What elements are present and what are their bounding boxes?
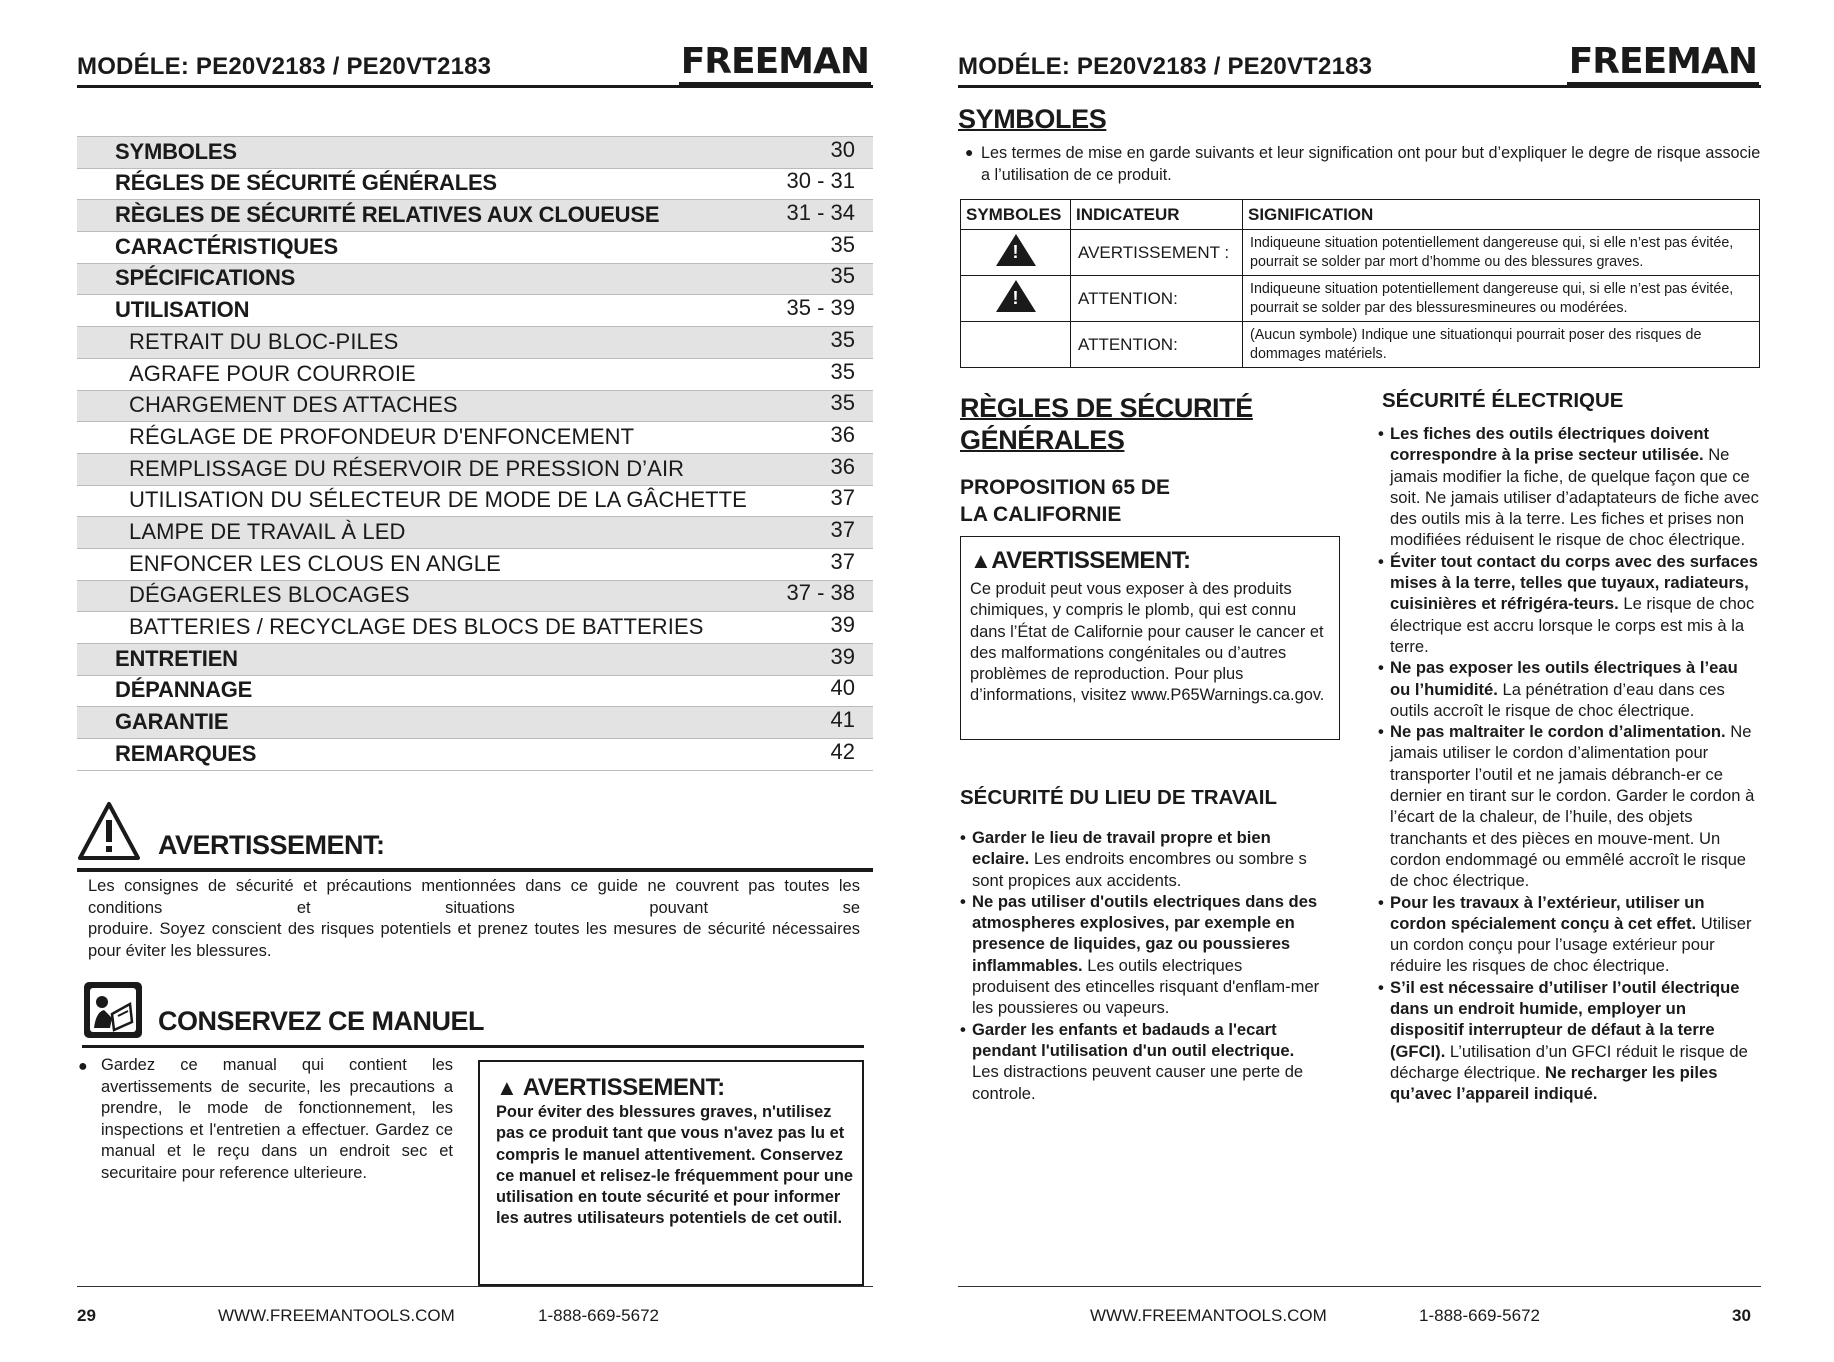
item-text: Le risque de choc électrique est accru lorsque le corps est mis à la terre. (1390, 594, 1755, 656)
toc-label: BATTERIES / RECYCLAGE DES BLOCS DE BATTERIES (129, 614, 704, 639)
prop65-box-title-row (970, 547, 1190, 575)
toc-row[interactable] (77, 739, 873, 771)
divider (82, 1045, 864, 1048)
list-item (1378, 657, 1762, 721)
toc-page: 30 (830, 136, 855, 162)
list-item (1378, 551, 1762, 657)
phone-number: 1-888-669-5672 (1419, 1306, 1540, 1325)
lieu-list (960, 827, 1320, 1104)
lieu-title: SÉCURITÉ DU LIEU DE TRAVAIL (960, 786, 1277, 809)
page-number: 29 (77, 1306, 96, 1325)
warning-title: AVERTISSEMENT: (158, 830, 385, 860)
regles-title-line1: RÈGLES DE SÉCURITÉ (960, 393, 1253, 423)
toc-page: 35 (830, 263, 855, 289)
list-item (1378, 423, 1762, 551)
symboles-intro: Les termes de mise en garde suivants et leur signification ont pour but d’expliquer le degre de risque associe a l’utilisation de ce produit. (981, 144, 1761, 184)
bullet-icon: ● (78, 1058, 88, 1075)
item-text: L’utilisation d’un GFCI réduit le risque de décharge électrique. (1390, 1041, 1748, 1082)
list-item (960, 891, 1320, 1019)
right-page (917, 0, 1834, 1362)
meaning-cell: (Aucun symbole) Indique une situationqui pourrait poser des risques de dommages matériels. (1243, 322, 1760, 368)
toc-page: 35 (830, 326, 855, 352)
toc-label: LAMPE DE TRAVAIL À LED (129, 518, 406, 544)
table-header: SIGNIFICATION (1243, 200, 1760, 230)
toc-row[interactable] (77, 264, 873, 296)
divider (77, 868, 873, 872)
left-header (77, 42, 873, 88)
prop65-box-title: AVERTISSEMENT: (991, 547, 1191, 574)
bullet-icon: ● (965, 144, 974, 160)
toc-label: RETRAIT DU BLOC-PILES (129, 328, 399, 354)
item-bold: Garder les enfants et badauds a l'ecart pendant l'utilisation d'un outil electrique. (972, 1019, 1295, 1060)
website-link[interactable]: WWW.FREEMANTOOLS.COM (218, 1306, 455, 1325)
list-item (960, 1019, 1320, 1104)
table-header: SYMBOLES (961, 200, 1071, 230)
toc-label: RÉGLAGE DE PROFONDEUR D'ENFONCEMENT (129, 423, 635, 449)
toc-page: 35 - 39 (786, 295, 855, 321)
model-title: MODÉLE: PE20V2183 / PE20VT2183 (77, 53, 492, 80)
prop65-warning-box (960, 536, 1340, 740)
symboles-title: SYMBOLES (958, 104, 1107, 134)
regles-title-line2: GÉNÉRALES (960, 425, 1125, 455)
meaning-cell: Indiqueune situation potentiellement dangereuse qui, si elle n’est pas évitée, pourrait se solder par des blessuresmineures ou modérées. (1243, 276, 1760, 322)
freeman-logo: FREEMAN (679, 42, 871, 85)
toc-page: 37 (830, 485, 855, 511)
list-item (960, 827, 1320, 891)
warning-triangle-icon: ▲ (496, 1075, 518, 1100)
toc-label: ENTRETIEN (115, 645, 238, 671)
manual-title: CONSERVEZ CE MANUEL (158, 1006, 485, 1036)
warning-triangle-icon: ! (996, 280, 1036, 312)
indicator-cell: AVERTISSEMENT : (1071, 230, 1243, 276)
warning-triangle-icon (76, 800, 142, 862)
toc-page: 36 (830, 453, 855, 479)
toc-label: DÉPANNAGE (115, 677, 253, 703)
toc-row[interactable] (77, 422, 873, 454)
table-row (961, 322, 1760, 368)
toc-row[interactable] (77, 232, 873, 264)
prop65-line1: PROPOSITION 65 DE (960, 476, 1171, 499)
phone-number: 1-888-669-5672 (538, 1306, 659, 1325)
elec-list (1378, 423, 1762, 1105)
item-bold: Garder le lieu de travail propre et bien eclaire. (972, 828, 1271, 869)
item-text: Utiliser un cordon conçu pour l’usage extérieur pour réduire les risques de choc électrique. (1390, 913, 1752, 976)
toc-label: DÉGAGERLES BLOCAGES (129, 582, 410, 608)
elec-title: SÉCURITÉ ÉLECTRIQUE (1382, 389, 1624, 412)
toc-page: 35 (830, 231, 855, 257)
item-text: La pénétration d’eau dans ces outils accroît le risque de choc électrique. (1390, 679, 1725, 720)
toc-row[interactable] (77, 581, 873, 613)
table-of-contents (77, 136, 873, 771)
footer-line (958, 1286, 1761, 1287)
table-row (961, 230, 1760, 276)
toc-page: 30 - 31 (786, 168, 855, 194)
website-link[interactable]: WWW.FREEMANTOOLS.COM (1090, 1306, 1327, 1325)
symbol-cell (961, 276, 1071, 322)
right-header (958, 42, 1761, 88)
item-bold: Pour les travaux à l’extérieur, utiliser un cordon spécialement conçu à cet effet. (1390, 892, 1705, 933)
meaning-cell: Indiqueune situation potentiellement dangereuse qui, si elle n’est pas évitée, pourrait se solder par mort d’homme ou des blessures graves. (1243, 230, 1760, 276)
table-header: INDICATEUR (1071, 200, 1243, 230)
toc-row[interactable] (77, 327, 873, 359)
item-bold: Les fiches des outils électriques doivent correspondre à la prise secteur utilisée. (1390, 424, 1710, 465)
toc-label: UTILISATION DU SÉLECTEUR DE MODE DE LA GÂCHETTE (129, 487, 747, 513)
toc-row[interactable] (77, 486, 873, 518)
toc-label: CHARGEMENT DES ATTACHES (129, 392, 458, 418)
list-item (1378, 721, 1762, 891)
toc-row[interactable] (77, 169, 873, 201)
footer-line (77, 1286, 873, 1287)
toc-label: SYMBOLES (115, 138, 237, 164)
toc-row[interactable] (77, 359, 873, 391)
item-text: Les outils electriques produisent des etincelles risquant d'enflam-mer les poussieres ou vapeurs. (972, 955, 1320, 1018)
box-text: Pour éviter des blessures graves, n'utilisez pas ce produit tant que vous n'avez pas lu et compris le manuel attentivement. Conservez ce manuel et relisez-le fréquemment pour une utilisation en toute sécurité et pour informer les autres utilisateurs potentiels de cet outil. (496, 1103, 854, 1228)
toc-label: UTILISATION (115, 297, 250, 323)
toc-label: GARANTIE (115, 709, 229, 735)
toc-page: 31 - 34 (786, 200, 855, 226)
toc-label: CARACTÉRISTIQUES (115, 233, 338, 259)
toc-label: SPÉCIFICATIONS (115, 265, 296, 291)
toc-label: RÉGLES DE SÉCURITÉ GÉNÉRALES (115, 170, 497, 196)
toc-page: 37 (830, 548, 855, 574)
warning-text-2: produire. Soyez conscient des risques potentiels et prenez toutes les mesures de sécurité nécessaires pour éviter les blessures. (88, 920, 860, 960)
toc-row[interactable] (77, 200, 873, 232)
item-bold: Ne pas utiliser d'outils electriques dans des atmospheres explosives, par exemple en presence de liquides, gaz ou poussieres inflammables. (972, 891, 1318, 975)
item-bold-2: Ne recharger les piles qu’avec l’appareil indiqué. (1390, 1062, 1718, 1104)
toc-row[interactable] (77, 644, 873, 676)
toc-label: ENFONCER LES CLOUS EN ANGLE (129, 550, 501, 576)
box-title: AVERTISSEMENT: (522, 1074, 725, 1101)
symbol-cell (961, 322, 1071, 368)
toc-page: 39 (830, 643, 855, 669)
toc-page: 35 (830, 390, 855, 416)
box-title-row (496, 1074, 725, 1102)
symbols-table (960, 199, 1760, 368)
freeman-logo: FREEMAN (1567, 42, 1759, 85)
toc-row[interactable] (77, 295, 873, 327)
manual-warning-box (478, 1060, 864, 1286)
toc-page: 40 (830, 675, 855, 701)
toc-row[interactable] (77, 676, 873, 708)
toc-row[interactable] (77, 517, 873, 549)
prop65-line2: LA CALIFORNIE (960, 503, 1122, 526)
toc-row[interactable] (77, 707, 873, 739)
toc-page: 35 (830, 358, 855, 384)
item-bold: S’il est nécessaire d’utiliser l’outil électrique dans un endroit humide, employer un dispositif interrupteur de défaut à la terre (GFCI). (1390, 977, 1740, 1061)
toc-row[interactable] (77, 391, 873, 423)
toc-row[interactable] (77, 612, 873, 644)
prop65-title (960, 474, 1170, 528)
toc-row[interactable] (77, 549, 873, 581)
warning-triangle-icon: ▲ (970, 548, 992, 573)
prop65-box-text: Ce produit peut vous exposer à des produits chimiques, y compris le plomb, qui est connu dans l’État de Californie pour causer le cancer et des malformations congénitales ou d’autres problèmes de reproduction. Pour plus d’informations, visitez www.P65Warnings.ca.gov. (970, 580, 1325, 705)
warning-triangle-icon: ! (996, 234, 1036, 266)
toc-page: 39 (830, 612, 855, 637)
toc-row[interactable] (77, 454, 873, 486)
item-text: Les distractions peuvent causer une perte de controle. (972, 1062, 1304, 1103)
toc-label: REMPLISSAGE DU RÉSERVOIR DE PRESSION D’AIR (129, 455, 685, 481)
toc-label: AGRAFE POUR COURROIE (129, 360, 416, 386)
toc-label: RÈGLES DE SÉCURITÉ RELATIVES AUX CLOUEUSE (115, 202, 660, 228)
table-row (961, 276, 1760, 322)
item-text: Ne jamais utiliser le cordon d’alimentation pour transporter l’outil et ne jamais débranch-er ce dernier en tirant sur le cordon. Garder le cordon à l’écart de la chaleur, de l’huile, des objets tranchants et des pièces en mouve-ment. Un cordon endommagé ou emmêlé accroît le risque de choc électrique. (1390, 722, 1755, 891)
warning-text-1: Les consignes de sécurité et précautions mentionnées dans ce guide ne couvrent pas toutes les conditions et situations pouvant se (88, 877, 860, 917)
toc-page: 36 (830, 421, 855, 447)
item-text: Ne jamais modifier la fiche, de quelque façon que ce soit. Ne jamais utiliser d’adaptateurs de fiche avec des outils mis à la terre. Les fiches et prises non modifiées réduisent le risque de choc électrique. (1390, 445, 1759, 550)
read-manual-icon (82, 980, 144, 1040)
item-bold: Ne pas maltraiter le cordon d’alimentation. (1390, 722, 1726, 742)
indicator-cell: ATTENTION: (1071, 276, 1243, 322)
symbol-cell (961, 230, 1071, 276)
regles-title (960, 392, 1253, 456)
model-title: MODÉLE: PE20V2183 / PE20VT2183 (958, 53, 1373, 80)
indicator-cell: ATTENTION: (1071, 322, 1243, 368)
list-item (1378, 892, 1762, 977)
toc-page: 37 - 38 (786, 580, 855, 606)
page-number: 30 (1732, 1306, 1751, 1325)
item-text: Les endroits encombres ou sombre s sont propices aux accidents. (972, 849, 1307, 890)
toc-label: REMARQUES (115, 740, 257, 766)
toc-page: 42 (830, 738, 855, 764)
list-item (1378, 977, 1762, 1105)
toc-row[interactable] (77, 137, 873, 169)
item-bold: Ne pas exposer les outils électriques à l’eau ou l’humidité. (1390, 658, 1738, 699)
manual-bullet-text: Gardez ce manual qui contient les avertissements de securite, les precautions a prendre, le mode de fonctionnement, les inspections et l'entretien a effectuer. Gardez ce manual et le reçu dans un endroit sec et securitaire pour reference ulterieure. (101, 1056, 453, 1182)
item-bold: Éviter tout contact du corps avec des surfaces mises à la terre, telles que tuyaux, radiateurs, cuisinières et réfrigéra-teurs. (1390, 551, 1758, 614)
toc-page: 37 (830, 516, 855, 542)
toc-page: 41 (830, 707, 855, 733)
